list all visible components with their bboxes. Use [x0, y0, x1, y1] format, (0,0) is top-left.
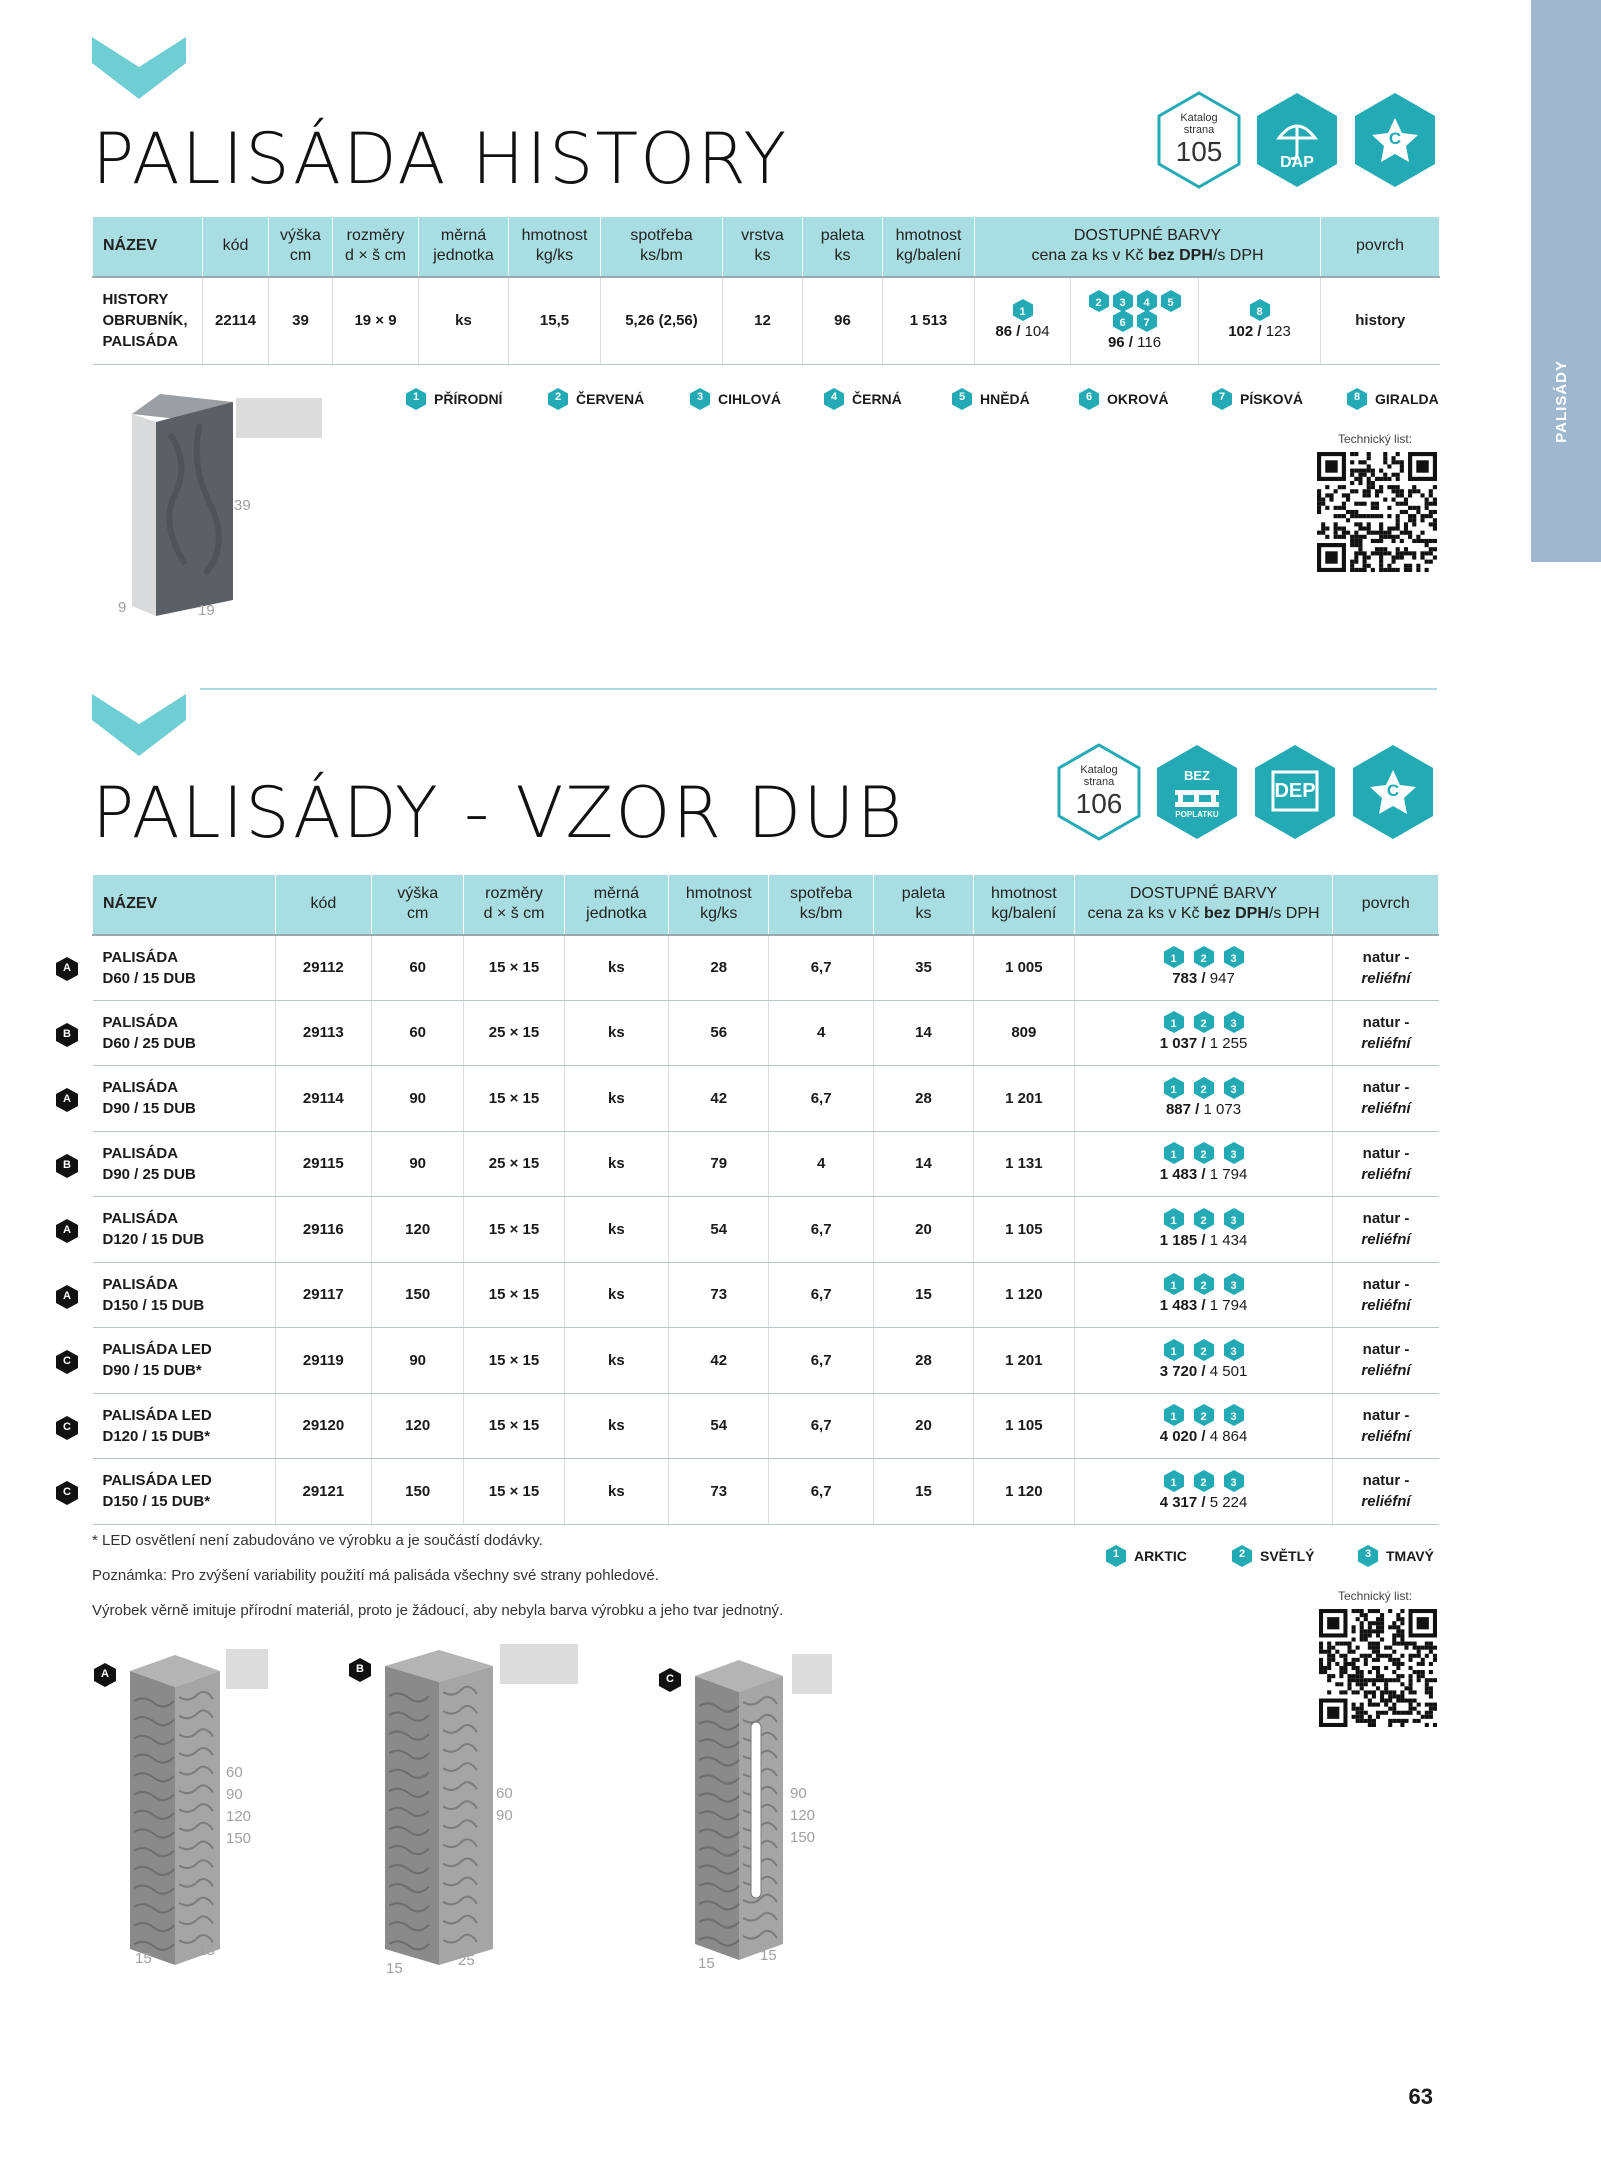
product-unit: ks: [564, 1262, 668, 1328]
product-price: 1 2 3 1 483 / 1 794: [1074, 1262, 1333, 1328]
qr-label: Technický list:: [1338, 432, 1413, 446]
legend-dot: 1: [406, 388, 426, 410]
dim-depth: 15: [135, 1950, 152, 1967]
color-dot-1: 1: [1164, 1011, 1184, 1033]
table-row: [93, 1459, 1439, 1525]
price-cell-1: 1 86 / 104: [975, 277, 1071, 365]
c-badge: [1349, 742, 1437, 842]
product-code: 29114: [275, 1066, 371, 1132]
legend-item: [1354, 1545, 1434, 1567]
product-consumption: 6,7: [769, 1393, 873, 1459]
page-number: 63: [1408, 2084, 1433, 2109]
dim-depth: 15: [386, 1960, 403, 1977]
product-dims: 25 × 15: [464, 1000, 564, 1066]
color-dot-3: 3: [1224, 1339, 1244, 1361]
note-led: * LED osvětlení není zabudováno ve výrobku a je součástí dodávky.: [92, 1532, 543, 1549]
dep-label: DEP: [1274, 780, 1316, 802]
product-code: 29120: [275, 1393, 371, 1459]
color-swatch: [226, 1649, 268, 1689]
dap-badge: [1253, 90, 1341, 190]
product-weight-pack: 1 513: [883, 277, 975, 365]
legend-dot: 1: [1106, 1545, 1126, 1567]
col-weight: hmotnost kg/ks: [669, 875, 769, 935]
legend-label: OKROVÁ: [1107, 391, 1169, 407]
product-price: 1 2 3 4 020 / 4 864: [1074, 1393, 1333, 1459]
legend-dot: 3: [1358, 1545, 1378, 1567]
product-consumption: 4: [769, 1000, 873, 1066]
legend-label: HNĚDÁ: [980, 391, 1030, 407]
product-dims: 15 × 15: [464, 1197, 564, 1263]
note-material: Výrobek věrně imituje přírodní materiál, proto je žádoucí, aby nebyla barva výrobku a jeho tvar jednotný.: [92, 1602, 784, 1619]
product-weight-pack: 809: [974, 1000, 1074, 1066]
table-row: [93, 1131, 1439, 1197]
product-unit: ks: [564, 1066, 668, 1132]
product-name: PALISÁDA D90 / 25 DUB: [93, 1131, 276, 1197]
legend-dot: 2: [548, 388, 568, 410]
qr-label-2: Technický list:: [1338, 1589, 1413, 1603]
product-surface: history: [1321, 277, 1440, 365]
product-consumption: 6,7: [769, 1328, 873, 1394]
section1-table: [92, 216, 1440, 365]
product-consumption: 6,7: [769, 1066, 873, 1132]
color-dot-1: 1: [1164, 1077, 1184, 1099]
product-price: 1 2 3 3 720 / 4 501: [1074, 1328, 1333, 1394]
col-height: výška cm: [269, 217, 333, 277]
product-code: 22114: [203, 277, 269, 365]
product-dims: 15 × 15: [464, 1328, 564, 1394]
product-height: 39: [269, 277, 333, 365]
legend-dot: 8: [1347, 388, 1367, 410]
product-code: 29112: [275, 935, 371, 1001]
col-weight: hmotnost kg/ks: [509, 217, 601, 277]
product-pallet: 15: [873, 1262, 973, 1328]
row-mark-badge: B: [56, 1154, 78, 1178]
product-unit: ks: [564, 935, 668, 1001]
product-weight: 15,5: [509, 277, 601, 365]
product-unit: ks: [564, 1000, 668, 1066]
color-dot-3: 3: [1224, 1142, 1244, 1164]
legend-label: PÍSKOVÁ: [1240, 391, 1304, 407]
color-swatch: [792, 1654, 832, 1694]
product-weight-pack: 1 105: [974, 1393, 1074, 1459]
legend-item: [402, 388, 502, 410]
row-mark-badge: A: [56, 1088, 78, 1112]
bez-poplatku-badge: [1153, 742, 1241, 842]
dim-width: 15: [760, 1947, 777, 1964]
table-row: [93, 1066, 1439, 1132]
qr-code-icon[interactable]: [1317, 452, 1437, 572]
product-height: 90: [372, 1328, 464, 1394]
color-dot-1: 1: [1164, 1339, 1184, 1361]
product-weight: 56: [669, 1000, 769, 1066]
col-height: výška cm: [372, 875, 464, 935]
dim-heights: 60 90: [496, 1785, 513, 1824]
product-dims: 15 × 15: [464, 1066, 564, 1132]
col-consumption: spotřeba ks/bm: [601, 217, 723, 277]
legend-dot: 7: [1212, 388, 1232, 410]
product-surface: natur - reliéfní: [1333, 1393, 1439, 1459]
color-dot-2: 2: [1194, 1339, 1214, 1361]
product-pallet: 20: [873, 1197, 973, 1263]
product-dims: 25 × 15: [464, 1131, 564, 1197]
product-height: 120: [372, 1393, 464, 1459]
color-dot-2: 2: [1194, 1273, 1214, 1295]
col-dims: rozměry d × š cm: [333, 217, 419, 277]
legend-label: ČERVENÁ: [576, 391, 645, 407]
product-price: 1 2 3 4 317 / 5 224: [1074, 1459, 1333, 1525]
product-dims: 15 × 15: [464, 935, 564, 1001]
dim-heights: 90 120 150: [790, 1785, 816, 1846]
product-name: PALISÁDA LED D150 / 15 DUB*: [93, 1459, 276, 1525]
legend-dot: 5: [952, 388, 972, 410]
section2-title: PALISÁDY - VZOR DUB: [92, 772, 905, 854]
product-unit: ks: [564, 1328, 668, 1394]
row-mark-badge: C: [56, 1416, 78, 1440]
product-weight: 42: [669, 1328, 769, 1394]
dep-badge: [1251, 742, 1339, 842]
color-dot-2: 2: [1194, 1208, 1214, 1230]
product-price: 1 2 3 887 / 1 073: [1074, 1066, 1333, 1132]
row-mark-badge: C: [56, 1481, 78, 1505]
product-name: HISTORY OBRUBNÍK, PALISÁDA: [93, 277, 203, 365]
row-mark-badge: C: [56, 1350, 78, 1374]
legend-item: [1228, 1545, 1314, 1567]
table-row: [93, 935, 1439, 1001]
legend-dot: 6: [1079, 388, 1099, 410]
product-height: 90: [372, 1066, 464, 1132]
product-height: 90: [372, 1131, 464, 1197]
color-dot-3: 3: [1224, 1404, 1244, 1426]
palisade-image-C: [695, 1660, 793, 1970]
product-surface: natur - reliéfní: [1333, 935, 1439, 1001]
product-name: PALISÁDA D90 / 15 DUB: [93, 1066, 276, 1132]
section1-badges: [1155, 90, 1439, 190]
product-price: 1 2 3 1 483 / 1 794: [1074, 1131, 1333, 1197]
product-unit: ks: [564, 1131, 668, 1197]
col-surface: povrch: [1333, 875, 1439, 935]
side-tab-label: PALISÁDY: [1553, 360, 1570, 443]
color-dot-1: 1: [1164, 1404, 1184, 1426]
product-height: 120: [372, 1197, 464, 1263]
col-pallet: paleta ks: [803, 217, 883, 277]
color-dot-1: 1: [1164, 1470, 1184, 1492]
product-height: 150: [372, 1262, 464, 1328]
legend-item: [948, 388, 1030, 410]
product-consumption: 4: [769, 1131, 873, 1197]
col-name: NÁZEV: [93, 217, 203, 277]
dim-depth: 9: [118, 599, 127, 616]
product-weight: 54: [669, 1197, 769, 1263]
c-badge: [1351, 90, 1439, 190]
product-name: PALISÁDA LED D120 / 15 DUB*: [93, 1393, 276, 1459]
palisade-image-B: [385, 1650, 503, 1975]
color-dot-1: 1: [1164, 1142, 1184, 1164]
product-pallet: 14: [873, 1000, 973, 1066]
product-consumption: 6,7: [769, 1459, 873, 1525]
color-dot-3: 3: [1224, 1208, 1244, 1230]
color-dot-2: 2: [1194, 1404, 1214, 1426]
col-weight-pack: hmotnost kg/balení: [883, 217, 975, 277]
history-palisade-image: [120, 394, 235, 616]
product-mark-badge: B: [349, 1658, 371, 1682]
product-dims: 15 × 15: [464, 1393, 564, 1459]
c-label: C: [1388, 129, 1402, 148]
note-variability: Poznámka: Pro zvýšení variability použití má palisáda všechny své strany pohledové.: [92, 1567, 659, 1584]
legend-item: [820, 388, 902, 410]
product-pallet: 28: [873, 1328, 973, 1394]
product-weight-pack: 1 120: [974, 1262, 1074, 1328]
color-dot-3: 3: [1224, 1470, 1244, 1492]
product-mark-badge: C: [659, 1668, 681, 1692]
product-code: 29115: [275, 1131, 371, 1197]
table-row: [93, 1000, 1439, 1066]
product-code: 29121: [275, 1459, 371, 1525]
palisade-image-A: [130, 1655, 230, 1975]
catalog-label-2: strana: [1083, 776, 1115, 788]
product-surface: natur - reliéfní: [1333, 1000, 1439, 1066]
section-chevron-icon: [92, 694, 186, 756]
product-weight-pack: 1 120: [974, 1459, 1074, 1525]
product-code: 29117: [275, 1262, 371, 1328]
product-weight: 73: [669, 1262, 769, 1328]
product-code: 29116: [275, 1197, 371, 1263]
color-dot-3: 3: [1224, 1273, 1244, 1295]
product-weight-pack: 1 005: [974, 935, 1074, 1001]
product-code: 29119: [275, 1328, 371, 1394]
product-weight: 54: [669, 1393, 769, 1459]
table-row: [93, 277, 1440, 365]
legend-label: GIRALDA: [1375, 391, 1439, 407]
legend-label: ČERNÁ: [852, 391, 902, 407]
legend-item: [686, 388, 781, 410]
color-dot-2: 2: [1194, 1470, 1214, 1492]
product-consumption: 5,26 (2,56): [601, 277, 723, 365]
product-consumption: 6,7: [769, 1197, 873, 1263]
product-unit: ks: [564, 1197, 668, 1263]
product-pallet: 35: [873, 935, 973, 1001]
color-dot-2: 2: [1194, 1011, 1214, 1033]
section-divider: [200, 688, 1437, 690]
bez-label: BEZ: [1184, 768, 1210, 783]
legend-dot: 3: [690, 388, 710, 410]
col-unit: měrná jednotka: [419, 217, 509, 277]
row-mark-badge: A: [56, 1219, 78, 1243]
color-dot-1: 1: [1164, 1273, 1184, 1295]
table-row: [93, 1262, 1439, 1328]
legend-item: [1075, 388, 1168, 410]
product-unit: ks: [564, 1393, 668, 1459]
product-weight-pack: 1 201: [974, 1328, 1074, 1394]
table-row: [93, 1393, 1439, 1459]
product-weight: 79: [669, 1131, 769, 1197]
catalog-page-number: 106: [1075, 788, 1123, 819]
product-consumption: 6,7: [769, 935, 873, 1001]
dim-width: 19: [198, 602, 215, 619]
color-dot-1: 1: [1164, 946, 1184, 968]
poplatku-label: POPLATKU: [1175, 810, 1219, 819]
color-dot-3: 3: [1224, 1077, 1244, 1099]
product-surface: natur - reliéfní: [1333, 1459, 1439, 1525]
row-mark-badge: A: [56, 1285, 78, 1309]
product-code: 29113: [275, 1000, 371, 1066]
color-dot-2: 2: [1194, 946, 1214, 968]
product-height: 60: [372, 1000, 464, 1066]
product-price: 1 2 3 1 037 / 1 255: [1074, 1000, 1333, 1066]
product-unit: ks: [564, 1459, 668, 1525]
product-weight: 28: [669, 935, 769, 1001]
product-dims: 15 × 15: [464, 1262, 564, 1328]
side-tab: [1531, 0, 1601, 562]
section2-table: [92, 874, 1439, 1525]
legend-label: PŘÍRODNÍ: [434, 391, 503, 407]
product-price: 1 2 3 1 185 / 1 434: [1074, 1197, 1333, 1263]
section1-title: PALISÁDA HISTORY: [92, 118, 789, 200]
col-layer: vrstva ks: [723, 217, 803, 277]
col-code: kód: [203, 217, 269, 277]
product-name: PALISÁDA D150 / 15 DUB: [93, 1262, 276, 1328]
col-colors: DOSTUPNÉ BARVY cena za ks v Kč bez DPH/s DPH: [975, 217, 1321, 277]
product-pallet: 15: [873, 1459, 973, 1525]
product-height: 60: [372, 935, 464, 1001]
price-cell-2: 2 3 4 5 6 7 96 / 116: [1071, 277, 1199, 365]
legend-item: [544, 388, 644, 410]
col-pallet: paleta ks: [873, 875, 973, 935]
col-weight-pack: hmotnost kg/balení: [974, 875, 1074, 935]
product-pallet: 28: [873, 1066, 973, 1132]
legend-item: [1208, 388, 1303, 410]
qr-code-icon[interactable]: [1319, 1609, 1437, 1727]
product-unit: ks: [419, 277, 509, 365]
product-name: PALISÁDA D60 / 15 DUB: [93, 935, 276, 1001]
product-weight-pack: 1 105: [974, 1197, 1074, 1263]
product-consumption: 6,7: [769, 1262, 873, 1328]
product-weight: 42: [669, 1066, 769, 1132]
dim-width: 15: [198, 1942, 215, 1959]
color-dot-2: 2: [1194, 1142, 1214, 1164]
col-name: NÁZEV: [93, 875, 276, 935]
section-chevron-icon: [92, 37, 186, 99]
product-weight: 73: [669, 1459, 769, 1525]
dim-heights: 60 90 120 150: [226, 1764, 252, 1847]
color-dot-3: 3: [1224, 1011, 1244, 1033]
dap-label: DAP: [1280, 154, 1314, 171]
product-pallet: 96: [803, 277, 883, 365]
col-surface: povrch: [1321, 217, 1440, 277]
product-dims: 15 × 15: [464, 1459, 564, 1525]
col-unit: měrná jednotka: [564, 875, 668, 935]
product-dims: 19 × 9: [333, 277, 419, 365]
catalog-page-badge[interactable]: [1055, 742, 1143, 842]
product-height: 150: [372, 1459, 464, 1525]
product-surface: natur - reliéfní: [1333, 1328, 1439, 1394]
legend-dot: 4: [824, 388, 844, 410]
legend-item: [1343, 388, 1439, 410]
catalog-page-number: 105: [1175, 136, 1223, 167]
section2-badges: [1055, 742, 1437, 842]
row-mark-badge: B: [56, 1023, 78, 1047]
legend-label: TMAVÝ: [1386, 1548, 1434, 1564]
color-dot-3: 3: [1224, 946, 1244, 968]
product-layer: 12: [723, 277, 803, 365]
legend-item: [1102, 1545, 1187, 1567]
product-weight-pack: 1 131: [974, 1131, 1074, 1197]
col-consumption: spotřeba ks/bm: [769, 875, 873, 935]
catalog-label-2: strana: [1183, 124, 1215, 136]
catalog-label-1: Katalog: [1180, 112, 1218, 124]
catalog-label-1: Katalog: [1080, 764, 1118, 776]
product-name: PALISÁDA D60 / 25 DUB: [93, 1000, 276, 1066]
c-label: C: [1386, 781, 1400, 800]
col-dims: rozměry d × š cm: [464, 875, 564, 935]
product-weight-pack: 1 201: [974, 1066, 1074, 1132]
row-mark-badge: A: [56, 957, 78, 981]
product-mark-badge: A: [94, 1663, 116, 1687]
color-dot-2: 2: [1194, 1077, 1214, 1099]
color-swatch: [236, 398, 322, 438]
product-price: 1 2 3 783 / 947: [1074, 935, 1333, 1001]
color-swatch: [500, 1644, 578, 1684]
product-name: PALISÁDA D120 / 15 DUB: [93, 1197, 276, 1263]
catalog-page-badge[interactable]: [1155, 90, 1243, 190]
legend-dot: 2: [1232, 1545, 1252, 1567]
table-row: [93, 1328, 1439, 1394]
color-dot-1: 1: [1013, 299, 1033, 321]
product-pallet: 14: [873, 1131, 973, 1197]
legend-label: CIHLOVÁ: [718, 391, 781, 407]
table-row: [93, 1197, 1439, 1263]
col-code: kód: [275, 875, 371, 935]
product-surface: natur - reliéfní: [1333, 1262, 1439, 1328]
price-cell-3: 8 102 / 123: [1199, 277, 1321, 365]
product-surface: natur - reliéfní: [1333, 1197, 1439, 1263]
dim-height: 39: [234, 497, 251, 514]
legend-label: ARKTIC: [1134, 1548, 1187, 1564]
dim-depth: 15: [698, 1955, 715, 1972]
col-colors: DOSTUPNÉ BARVY cena za ks v Kč bez DPH/s DPH: [1074, 875, 1333, 935]
dim-width: 25: [458, 1952, 475, 1969]
product-surface: natur - reliéfní: [1333, 1131, 1439, 1197]
product-pallet: 20: [873, 1393, 973, 1459]
product-name: PALISÁDA LED D90 / 15 DUB*: [93, 1328, 276, 1394]
color-dot-1: 1: [1164, 1208, 1184, 1230]
legend-label: SVĚTLÝ: [1260, 1548, 1315, 1564]
product-surface: natur - reliéfní: [1333, 1066, 1439, 1132]
